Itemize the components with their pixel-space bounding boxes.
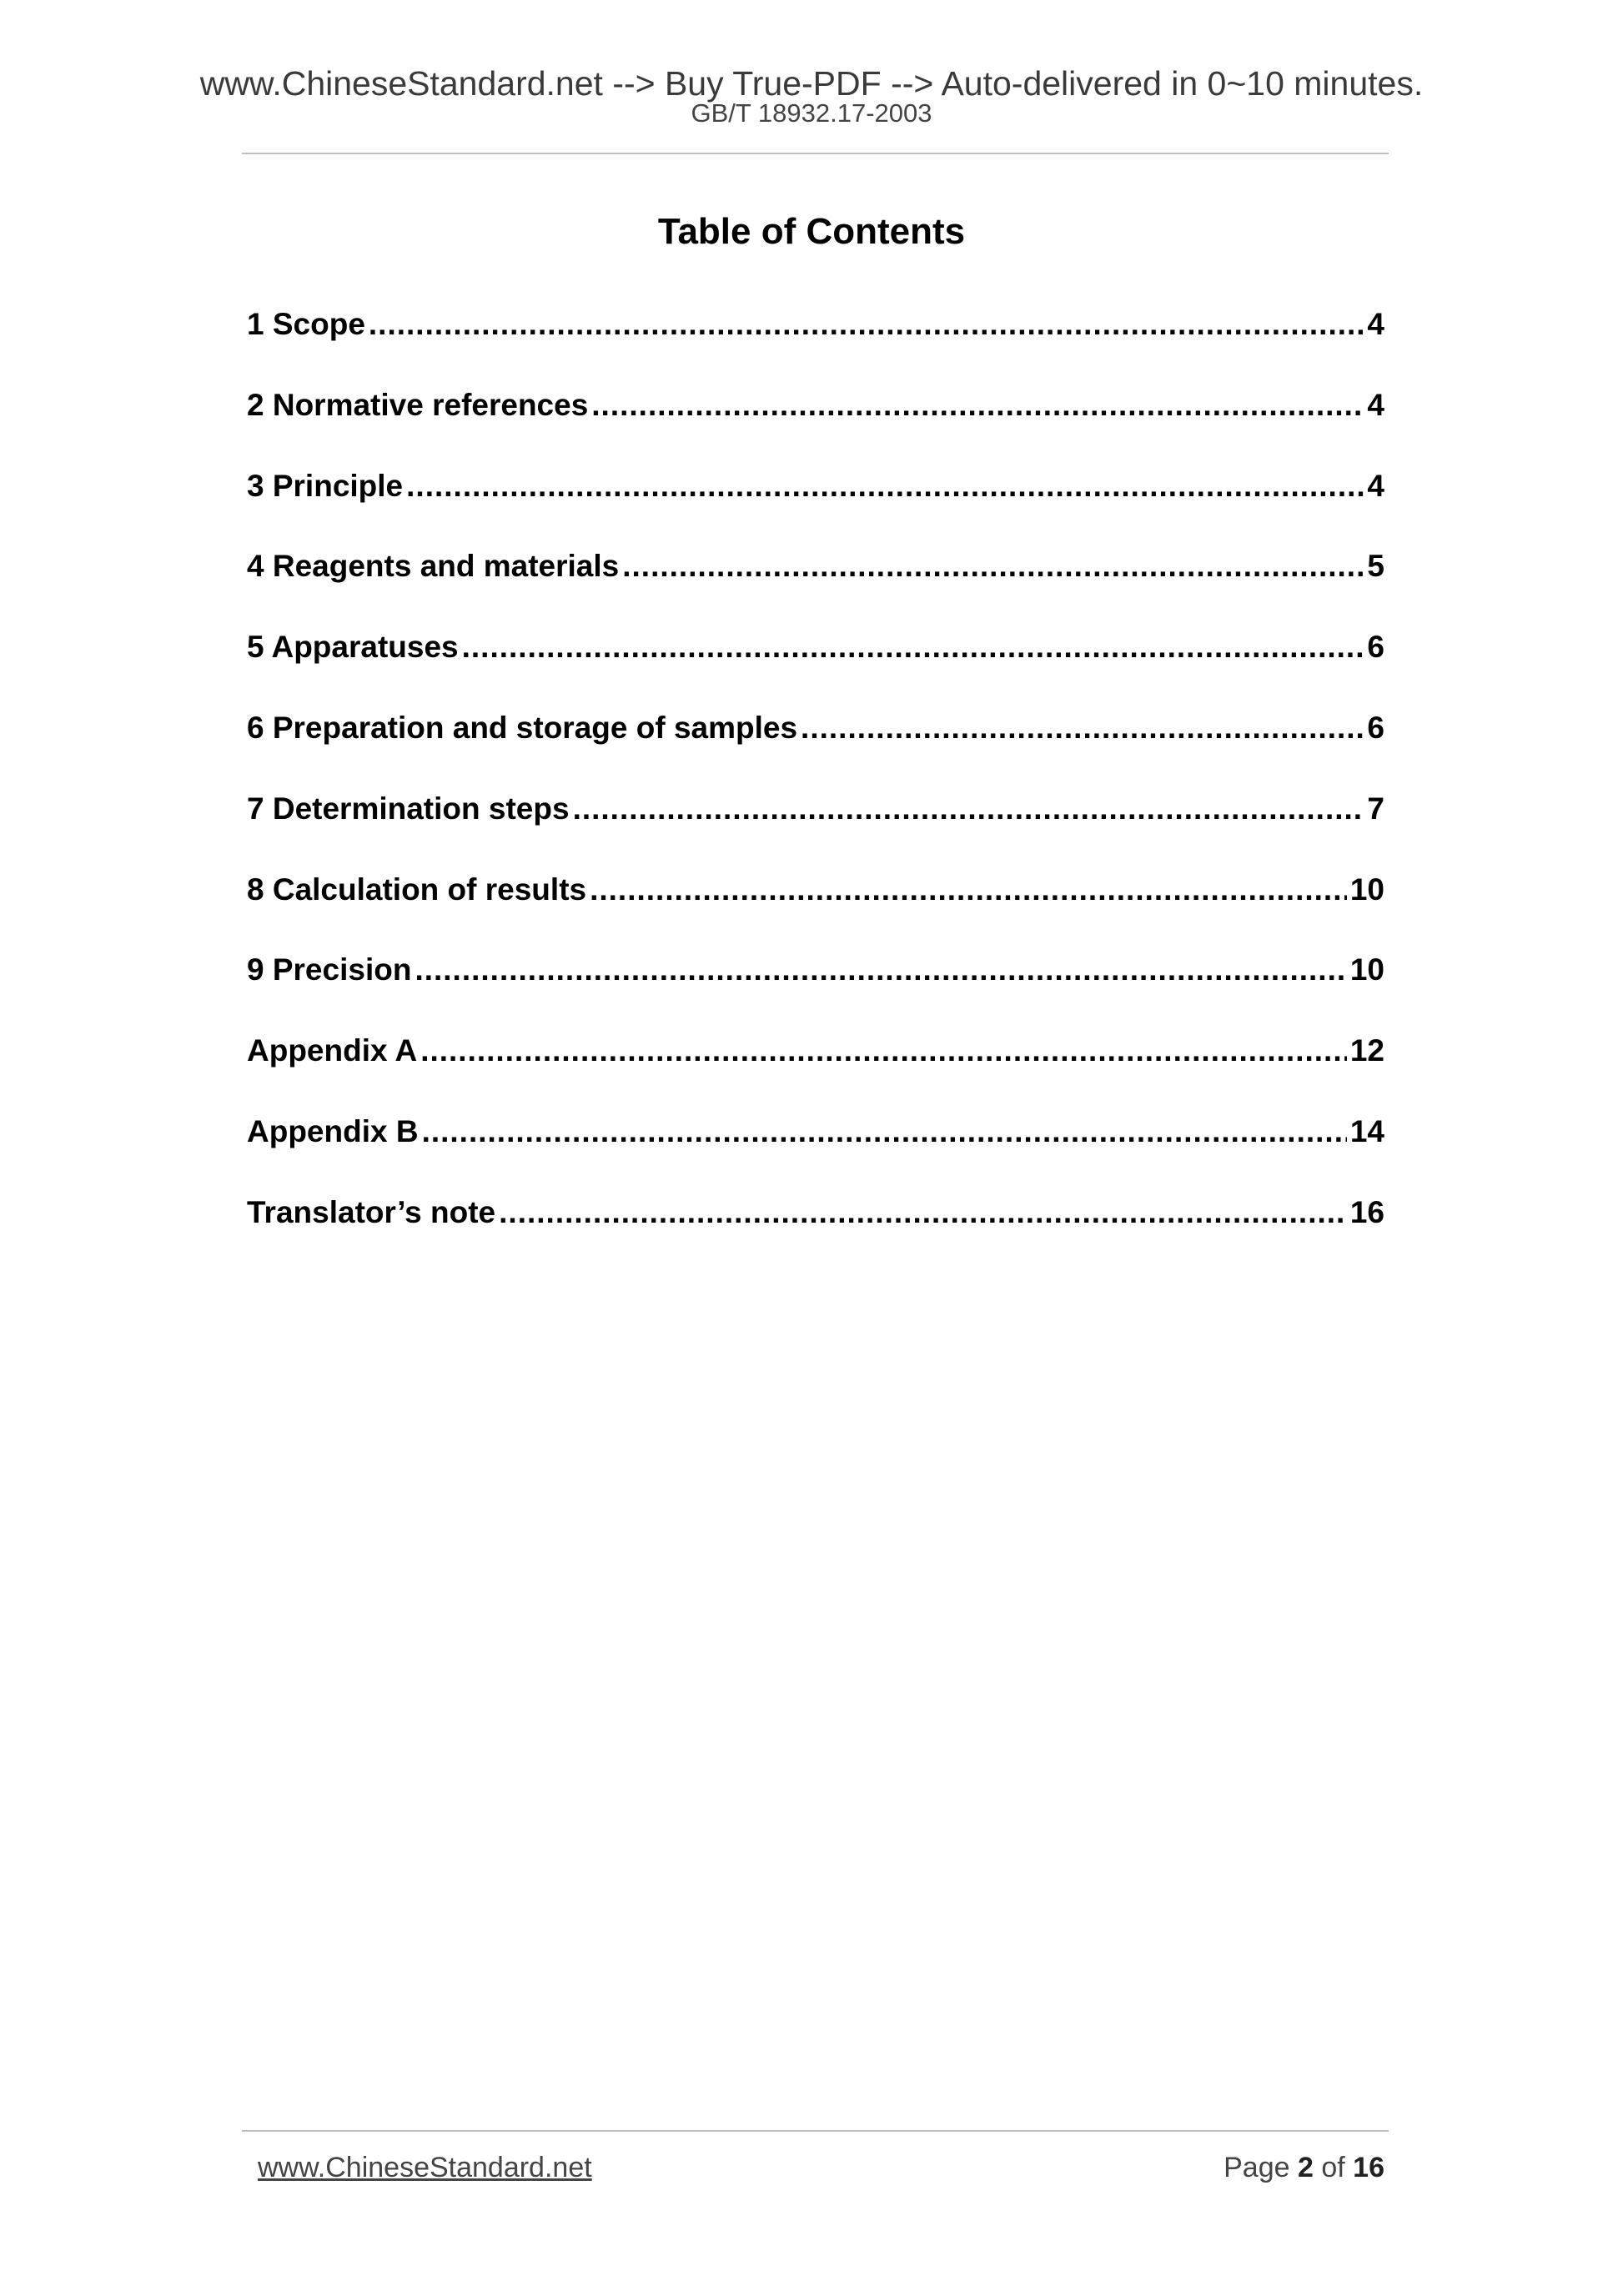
toc-dot-leader: [622, 550, 1364, 581]
toc-entry-translators-note[interactable]: [247, 1194, 1384, 1278]
toc-title: Table of Contents: [657, 211, 966, 252]
toc-entry-appendix-b[interactable]: [247, 1113, 1384, 1197]
toc-dot-leader: [801, 712, 1364, 743]
toc-entry-page: 4: [1367, 387, 1384, 422]
page-of: of: [1321, 2152, 1345, 2183]
toc-entry-label: Appendix A: [247, 1033, 418, 1068]
toc-entry-label: 8 Calculation of results: [247, 872, 587, 907]
toc-entry-appendix-a[interactable]: [247, 1035, 1384, 1116]
toc-entry-apparatuses[interactable]: [247, 631, 1384, 712]
toc-entry-label: Appendix B: [247, 1113, 419, 1148]
toc-entry-page: 6: [1367, 630, 1384, 665]
toc-entry-page: 10: [1349, 872, 1384, 907]
toc-dot-leader: [369, 309, 1364, 339]
toc-entry-label: 5 Apparatuses: [247, 630, 459, 665]
footer-website-link[interactable]: www.ChineseStandard.net: [258, 2152, 592, 2183]
page-current: 2: [1297, 2152, 1314, 2183]
toc-entry-calculation-of-results[interactable]: [247, 874, 1384, 955]
footer-page-number: [1224, 2153, 1384, 2182]
toc-entry-page: 5: [1367, 549, 1384, 584]
toc-dot-leader: [420, 1035, 1347, 1066]
header-banner: www.ChineseStandard.net --> Buy True-PDF --> Auto-delivered in 0~10 minutes.: [199, 64, 1424, 103]
toc-dot-leader: [573, 793, 1364, 824]
toc-entry-normative-references[interactable]: [247, 389, 1384, 470]
toc-entry-label: 6 Preparation and storage of samples: [247, 710, 798, 745]
page-total: 16: [1353, 2152, 1384, 2183]
toc-dot-leader: [415, 954, 1346, 985]
toc-entry-label: 3 Principle: [247, 468, 404, 503]
page-prefix: Page: [1224, 2152, 1290, 2183]
toc-entry-page: 4: [1367, 307, 1384, 341]
toc-entry-label: Translator’s note: [247, 1194, 496, 1229]
toc-entry-preparation-and-storage[interactable]: [247, 712, 1384, 793]
toc-entry-page: 16: [1349, 1194, 1384, 1229]
toc-entry-label: 4 Reagents and materials: [247, 549, 620, 584]
toc-entry-page: 7: [1367, 791, 1384, 826]
header-divider: [242, 153, 1389, 154]
document-code: GB/T 18932.17-2003: [691, 98, 932, 128]
toc-entry-page: 6: [1367, 710, 1384, 745]
toc-dot-leader: [422, 1116, 1347, 1147]
toc-entry-page: 14: [1349, 1113, 1384, 1148]
toc-entry-label: 2 Normative references: [247, 387, 589, 422]
toc-dot-leader: [499, 1197, 1347, 1228]
footer-divider: [242, 2130, 1389, 2132]
toc-entry-precision[interactable]: [247, 954, 1384, 1035]
toc-dot-leader: [591, 389, 1364, 420]
toc-dot-leader: [406, 470, 1364, 501]
toc-dot-leader: [462, 631, 1364, 662]
toc-entry-label: 1 Scope: [247, 307, 365, 341]
toc-entry-label: 9 Precision: [247, 952, 412, 987]
toc-list: [247, 309, 1384, 1278]
toc-entry-reagents-and-materials[interactable]: [247, 550, 1384, 631]
toc-entry-page: 10: [1349, 952, 1384, 987]
toc-entry-scope[interactable]: [247, 309, 1384, 389]
toc-entry-determination-steps[interactable]: [247, 793, 1384, 874]
toc-dot-leader: [590, 874, 1347, 905]
toc-entry-label: 7 Determination steps: [247, 791, 570, 826]
toc-entry-principle[interactable]: [247, 470, 1384, 551]
toc-entry-page: 4: [1367, 468, 1384, 503]
toc-entry-page: 12: [1349, 1033, 1384, 1068]
